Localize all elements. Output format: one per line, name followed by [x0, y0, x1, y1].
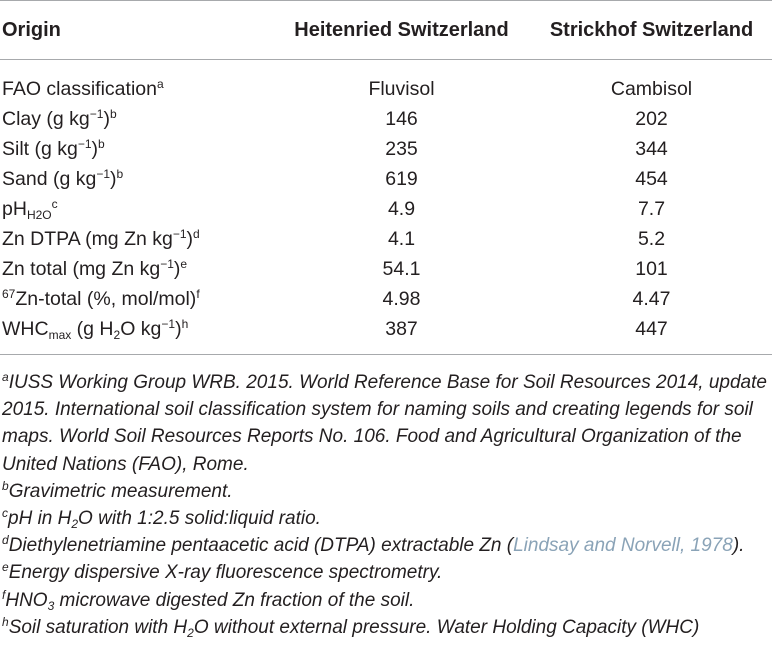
value-heitenried: 146	[385, 107, 418, 130]
table-footnotes	[0, 355, 772, 641]
value-heitenried: 4.98	[382, 287, 421, 310]
value-strickhof: 447	[531, 314, 772, 355]
header-row	[0, 1, 772, 60]
row-label: Zn total (mg Zn $kg^{-1})^e$	[2, 256, 188, 280]
header-heitenried: Heitenried Switzerland	[272, 1, 531, 60]
footnote-f: $^fHNO_3$ microwave digested Zn fraction of the soil.	[2, 587, 415, 613]
table-row	[0, 60, 772, 105]
citation-link[interactable]: Lindsay and Norvell, 1978	[513, 535, 733, 557]
header-strickhof: Strickhof Switzerland	[531, 1, 772, 60]
row-label: $^{67}$Zn-total (%, mol/mol)$^f$	[2, 286, 200, 310]
footnote-b: $^b$Gravimetric measurement.	[2, 478, 233, 502]
value-strickhof: 5.2	[637, 227, 666, 250]
table-row	[0, 224, 772, 254]
row-label: $pH_{H2O}^c$	[2, 196, 58, 222]
value-strickhof: Cambisol	[610, 77, 693, 100]
table-row	[0, 104, 772, 134]
value-heitenried: 235	[385, 137, 418, 160]
header-origin: Origin	[0, 1, 272, 60]
footnote-e: $^e$Energy dispersive X-ray fluorescence spectrometry.	[2, 560, 443, 584]
row-label: Silt (g $kg^{-1})^b$	[2, 136, 105, 160]
footnote-d: $^d$Diethylenetriamine pentaacetic acid (DTPA) extractable Zn (Lindsay and Norvell, 1978).	[2, 533, 745, 557]
table-row	[0, 284, 772, 314]
value-strickhof: 4.47	[632, 287, 671, 310]
value-strickhof: 202	[635, 107, 668, 130]
value-heitenried: 4.1	[387, 227, 416, 250]
row-label: Clay (g $kg^{-1})^b$	[2, 106, 117, 130]
table-row	[0, 164, 772, 194]
value-heitenried: 4.9	[387, 197, 416, 220]
table-row	[0, 194, 772, 224]
value-heitenried: 619	[385, 167, 418, 190]
footnote-c: $^c$pH in $H_2O$ with 1:2.5 solid:liquid ratio.	[2, 506, 321, 532]
row-label: FAO classification$^a$	[2, 76, 164, 100]
value-strickhof: 101	[635, 257, 668, 280]
value-heitenried: 54.1	[382, 257, 421, 280]
footnote-a: $^a$IUSS Working Group WRB. 2015. World Reference Base for Soil Resources 2014, update 2015. International soil classification system for naming soils and creating legends for soil maps. World Soil Resources Reports No. 106. Food and Agricultural Organization of the United Nations (FAO), Rome.	[2, 370, 767, 475]
row-label: Sand (g $kg^{-1})^b$	[2, 166, 124, 190]
value-heitenried: 387	[272, 314, 531, 355]
row-label: Zn DTPA (mg Zn $kg^{-1})^d$	[2, 226, 200, 250]
value-strickhof: 7.7	[637, 197, 666, 220]
value-strickhof: 454	[635, 167, 668, 190]
footnote-h: $^h$Soil saturation with $H_2O$ without external pressure. Water Holding Capacity (WHC)	[2, 614, 700, 640]
row-label: $WHC_{max}$ (g $H_2O$ $kg^{-1})^h$	[0, 314, 272, 355]
value-strickhof: 344	[635, 137, 668, 160]
table-row	[0, 134, 772, 164]
table-row	[0, 254, 772, 284]
value-heitenried: Fluvisol	[368, 77, 435, 100]
table-row	[0, 314, 772, 355]
